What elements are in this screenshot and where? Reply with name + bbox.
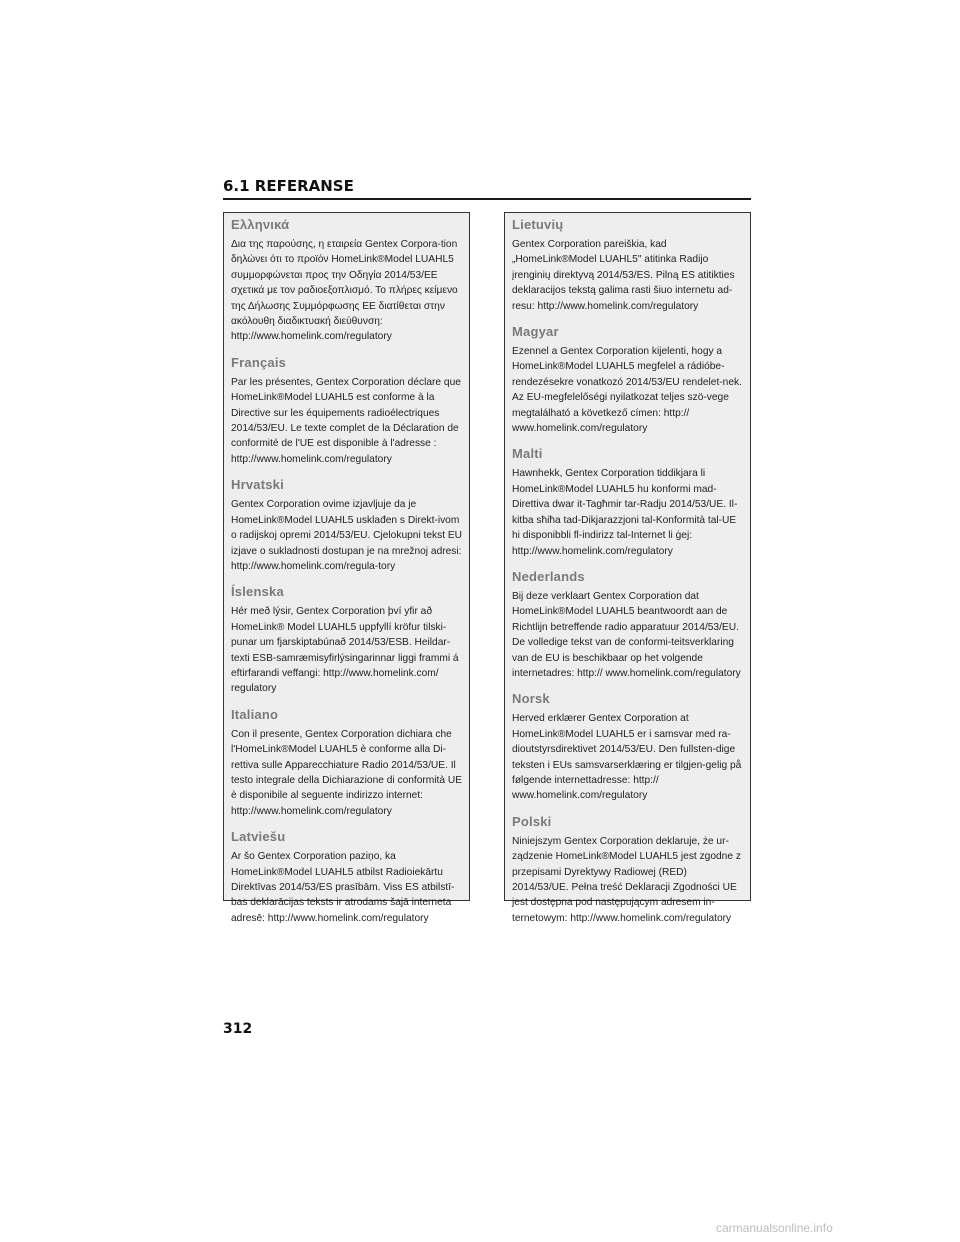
- left-declaration-column: [223, 212, 470, 924]
- section-body: Hér með lýsir, Gentex Corporation því yfir að HomeLink® Model LUAHL5 uppfyllí kröfur tilski-punar um fjarskiptabúnað 2014/53/ESB. Heildar-texti ESB-samræmisyfirlýsingarinnar liggi frammi á eftirfarandi veffangi: http://www.homelink.com/ regulatory: [231, 606, 459, 695]
- section-body: Par les présentes, Gentex Corporation déclare que HomeLink®Model LUAHL5 est conforme à la Directive sur les équipements radioélectriques 2014/53/EU. Le texte complet de la Déclaration de conformité de l'UE est disponible à l'adresse : http://www.homelink.com/regulatory: [231, 376, 461, 465]
- section-body: Gentex Corporation ovime izjavljuje da je HomeLink®Model LUAHL5 usklađen s Direkt-ivom o radijskoj opremi 2014/53/EU. Cjelokupni tekst EU izjave o sukladnosti dostupan je na mrežnoj adresi: http://www.homelink.com/regula-tory: [231, 499, 463, 572]
- declaration-section-maltese: [512, 446, 744, 558]
- section-heading: Lietuvių: [512, 217, 564, 232]
- section-body: Ar šo Gentex Corporation paziņo, ka HomeLink®Model LUAHL5 atbilst Radioiekārtu Direktīvas 2014/53/ES prasībām. Viss ES atbilstī-bas deklarācijas teksts ir atrodams šajā interneta adresē: http://www.homelink.com/regulatory: [231, 851, 455, 924]
- section-heading: Nederlands: [512, 568, 585, 584]
- declaration-section-norwegian: [512, 691, 744, 803]
- section-body: Gentex Corporation pareiškia, kad „HomeLink®Model LUAHL5" atitinka Radijo įrenginių direktyvą 2014/53/ES. Pilną ES atitikties deklaracijos tekstą galima rasti šiuo internetu ad-resu: http://www.homelink.com/regulatory: [512, 239, 735, 312]
- section-body: Hawnhekk, Gentex Corporation tiddikjara li HomeLink®Model LUAHL5 hu konformi mad-Direttiva dwar it-Tagħmir tar-Radju 2014/53/UE. Il-kitba sħiħa tad-Dikjarazzjoni tal-Konformità tal-UE hi disponibbli fl-indirizz tal-Internet li ġej: http://www.homelink.com/regulatory: [512, 468, 738, 557]
- section-heading: Magyar: [512, 324, 559, 340]
- section-body: Herved erklærer Gentex Corporation at HomeLink®Model LUAHL5 er i samsvar med ra-dioutstyrsdirektivet 2014/53/EU. Den fullsten-dige teksten i EUs samsvarserklæring er tilgjen-gelig på følgende internettadresse: http:// www.homelink.com/regulatory: [512, 713, 742, 802]
- section-body: Niniejszym Gentex Corporation deklaruje, że ur-ządzenie HomeLink®Model LUAHL5 jest zgodne z przepisami Dyrektywy Radiowej (RED) 2014/53/UE. Pełna treść Deklaracji Zgodności UE jest dostępna pod następującym adresem in-ternetowym: http://www.homelink.com/regulatory: [512, 835, 741, 924]
- section-body: Con il presente, Gentex Corporation dichiara che l'HomeLink®Model LUAHL5 è conforme alla Di-rettiva sulle Apparecchiature Radio 2014/53/UE. Il testo integrale della Dichiarazione di conformità UE è disponibile al seguente indirizzo internet: http://www.homelink.com/regulatory: [231, 728, 463, 817]
- declaration-section-lithuanian: [512, 217, 744, 314]
- section-body: Δια της παρούσης, η εταιρεία Gentex Corpora-tion δηλώνει ότι το προϊόν HomeLink®Model LUAHL5 συμμορφώνεται προς την Οδηγία 2014/53/ΕΕ σχετικά με τον ραδιοεξοπλισμό. Το πλήρες κείμενο της Δήλωσης Συμμόρφωσης ΕΕ διατίθεται στην ακόλουθη διαδικτυακή διεύθυνση: http://www.homelink.com/regulatory: [231, 239, 458, 343]
- section-heading: Latviešu: [231, 829, 286, 845]
- declaration-section-latvian: [231, 829, 463, 926]
- section-heading: Ελληνικά: [231, 217, 290, 232]
- declaration-section-polish: [512, 814, 744, 926]
- section-body: Ezennel a Gentex Corporation kijelenti, hogy a HomeLink®Model LUAHL5 megfelel a rádióbe-rendezésekre vonatkozó 2014/53/EU rendelet-nek. Az EU-megfelelőségi nyilatkozat teljes szö-vege megtalálható a következő címen: http:// www.homelink.com/regulatory: [512, 346, 742, 435]
- section-heading: Norsk: [512, 691, 550, 707]
- declaration-section-dutch: [512, 569, 744, 681]
- declaration-section-hungarian: [512, 324, 744, 436]
- declaration-section-croatian: [231, 477, 463, 574]
- section-header-title: 6.1 REFERANSE: [223, 177, 354, 195]
- declaration-section-french: [231, 355, 463, 467]
- section-heading: Polski: [512, 813, 552, 829]
- declaration-section-greek: [231, 217, 463, 345]
- section-heading: Hrvatski: [231, 477, 284, 493]
- section-heading: Íslenska: [231, 584, 284, 600]
- declaration-section-icelandic: [231, 584, 463, 696]
- section-body: Bij deze verklaart Gentex Corporation dat HomeLink®Model LUAHL5 beantwoordt aan de Richtlijn betreffende radio apparatuur 2014/53/EU. De volledige tekst van de conformi-teitsverklaring van de EU is beschikbaar op het volgende internetadres: http:// www.homelink.com/regulatory: [512, 590, 741, 679]
- page-number: 312: [223, 1021, 253, 1037]
- right-declaration-column: [504, 212, 751, 924]
- watermark-text: carmanualsonline.info: [716, 1221, 833, 1235]
- declaration-section-italian: [231, 707, 463, 819]
- section-header-rule: [223, 198, 751, 200]
- section-heading: Italiano: [231, 706, 279, 722]
- section-heading: Français: [231, 354, 287, 370]
- section-heading: Malti: [512, 446, 543, 462]
